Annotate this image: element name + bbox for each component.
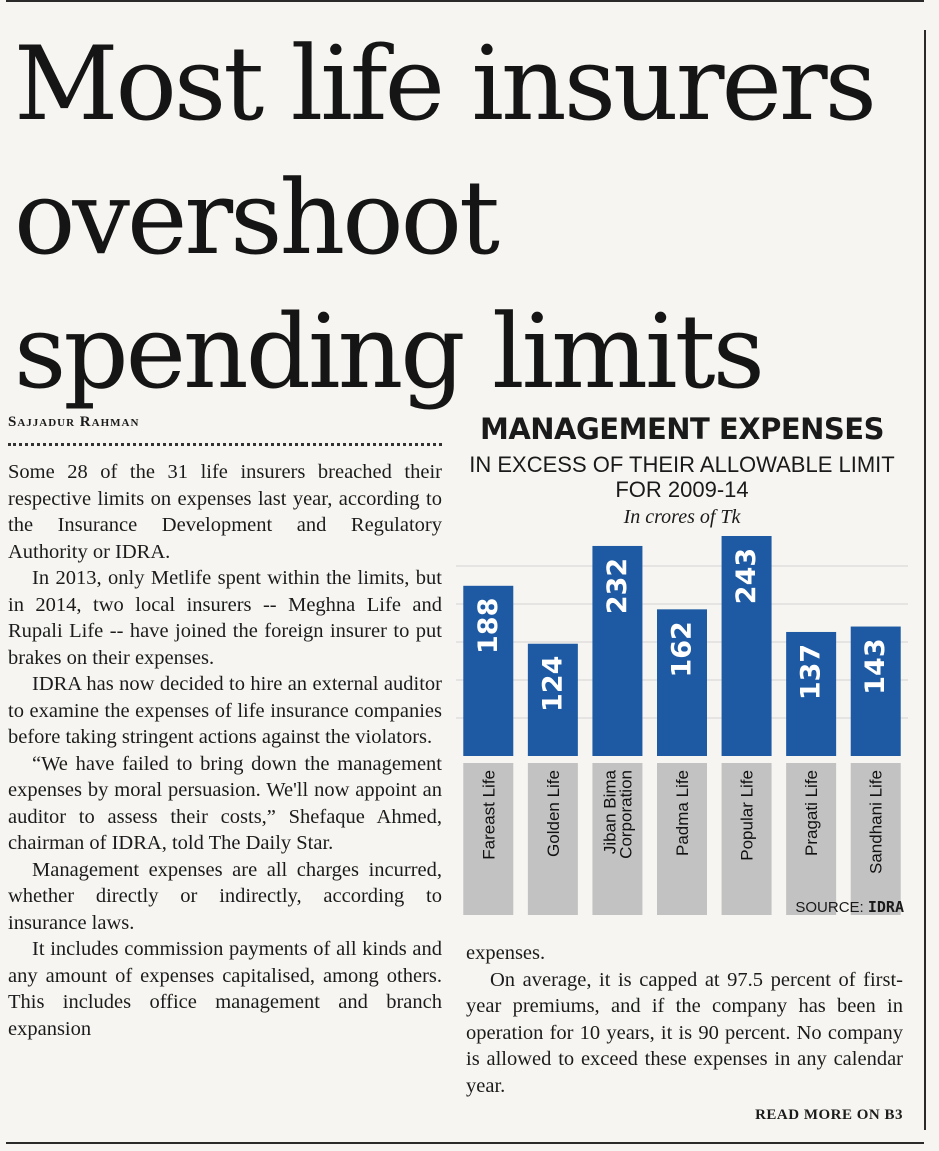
headline: Most life insurers overshoot spending limits: [14, 25, 874, 412]
column-rule: [924, 30, 926, 1130]
category-label-line: Golden Life: [543, 770, 563, 857]
category-label: [802, 770, 821, 856]
category-label-line: Pragati Life: [802, 770, 822, 856]
bar-value-label: 243: [731, 547, 763, 605]
chart-unit: In crores of Tk: [623, 506, 741, 528]
chart-source: [700, 898, 904, 916]
read-more-link[interactable]: READ MORE ON B3: [755, 1107, 903, 1123]
paragraph: It includes commission payments of all kinds and any amount of expenses capitalised, among others. This includes office management and branch expansion: [8, 938, 442, 1040]
category-label-line: Padma Life: [673, 770, 692, 856]
byline: Sajjadur Rahman: [8, 414, 442, 446]
bar-value-label: 143: [860, 638, 892, 695]
bar-value-label: 137: [795, 643, 827, 701]
category-label: [600, 769, 635, 858]
article-right-column: [466, 940, 903, 1099]
category-label-line: Corporation: [616, 770, 636, 859]
category-label-line: Popular Life: [737, 770, 757, 861]
chart-subtitle: [456, 452, 908, 502]
paragraph: In 2013, only Metlife spent within the limits, but in 2014, two local insurers -- Meghna Life and Rupali Life -- have joined the foreign insurer to put brakes on their expenses.: [8, 567, 442, 669]
paragraph: On average, it is capped at 97.5 percent of first-year premiums, and if the company has been in operation for 10 years, it is 90 percent. No company is allowed to exceed these expenses in any calendar year.: [466, 968, 903, 1097]
chart-title: MANAGEMENT EXPENSES: [479, 412, 885, 446]
category-label: [673, 770, 692, 856]
category-label-line: Jiban Bima: [600, 770, 620, 855]
paragraph: IDRA has now decided to hire an external auditor to examine the expenses of life insurance companies before taking stringent actions against the violators.: [8, 673, 442, 748]
bar-value-label: 232: [601, 557, 633, 615]
bar-chart: [456, 528, 908, 916]
category-label: [867, 770, 886, 874]
category-label-line: Fareast Life: [479, 770, 499, 860]
category-label: [738, 770, 757, 861]
bar-value-label: 124: [537, 655, 569, 712]
category-label: [544, 770, 563, 857]
paragraph: expenses.: [466, 942, 546, 964]
chart-subtitle-line2: FOR 2009-14: [615, 477, 749, 502]
category-label-line: Sandhani Life: [866, 770, 886, 874]
paragraph: “We have failed to bring down the management expenses by moral persuasion. We'll now appoint an auditor to assess their costs,” Shefaque Ahmed, chairman of IDRA, told The Daily Star.: [8, 752, 442, 854]
article-left-column: [8, 459, 442, 1042]
source-name: IDRA: [867, 898, 904, 916]
bottom-rule: [6, 1142, 924, 1144]
paragraph: Management expenses are all charges incurred, whether directly or indirectly, according to insurance laws.: [8, 858, 442, 934]
category-label: [479, 770, 498, 860]
bar-value-label: 162: [666, 621, 698, 678]
top-rule: [6, 0, 924, 2]
chart-subtitle-line1: IN EXCESS OF THEIR ALLOWABLE LIMIT: [469, 452, 895, 477]
bar-value-label: 188: [472, 597, 504, 654]
paragraph: Some 28 of the 31 life insurers breached their respective limits on expenses last year, according to the Insurance Development and Regulatory Authority or IDRA.: [8, 461, 442, 563]
source-label: SOURCE:: [795, 899, 864, 916]
